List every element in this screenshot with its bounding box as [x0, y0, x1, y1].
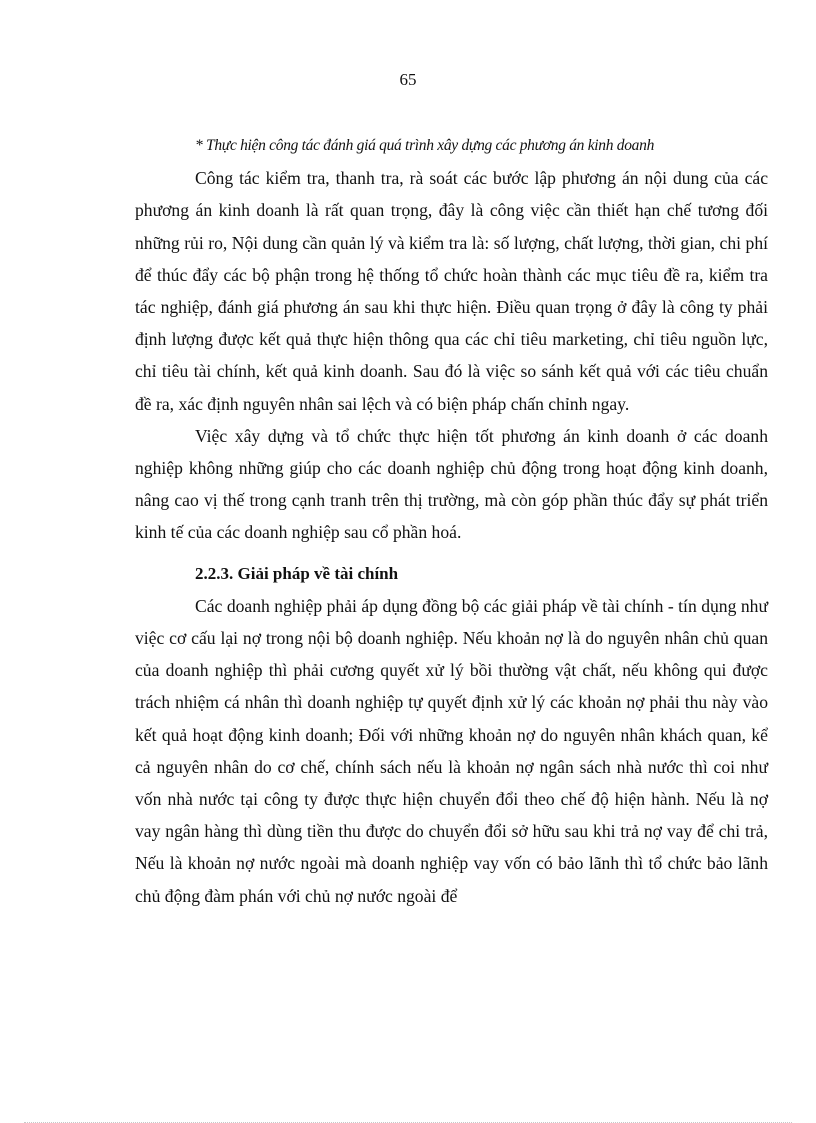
document-body — [135, 130, 768, 912]
paragraph-financial-solution: Các doanh nghiệp phải áp dụng đồng bộ các giải pháp về tài chính - tín dụng như việc cơ cấu lại nợ trong nội bộ doanh nghiệp. Nếu khoản nợ là do nguyên nhân chủ quan của doanh nghiệp thì phải cương quyết xử lý bồi thường vật chất, nếu không qui được trách nhiệm cá nhân thì doanh nghiệp tự quyết định xử lý các khoản nợ phải thu này vào kết quả hoạt động kinh doanh; Đối với những khoản nợ do nguyên nhân khách quan, kể cả nguyên nhân do cơ chế, chính sách nếu là khoản nợ ngân sách nhà nước thì coi như vốn nhà nước tại công ty được thực hiện chuyển đổi theo chế độ hiện hành. Nếu là nợ vay ngân hàng thì dùng tiền thu được do chuyển đổi sở hữu sau khi trả nợ vay để chi trả, Nếu là khoản nợ nước ngoài mà doanh nghiệp vay vốn có bảo lãnh thì tổ chức bảo lãnh chủ động đàm phán với chủ nợ nước ngoài để — [135, 595, 768, 906]
section-heading: 2.2.3. Giải pháp về tài chính — [195, 563, 399, 583]
paragraph-business-plan: Việc xây dựng và tổ chức thực hiện tốt phương án kinh doanh ở các doanh nghiệp không những giúp cho các doanh nghiệp chủ động trong hoạt động kinh doanh, nâng cao vị thế trong cạnh tranh trên thị trường, mà còn góp phần thúc đẩy sự phát triển kinh tế của các doanh nghiệp sau cổ phần hoá. — [135, 425, 768, 543]
page-number: 65 — [399, 70, 417, 89]
italic-subheading: * Thực hiện công tác đánh giá quá trình xây dựng các phương án kinh doanh — [195, 137, 655, 154]
paragraph-evaluation: Công tác kiểm tra, thanh tra, rà soát các bước lập phương án nội dung của các phương án kinh doanh là rất quan trọng, đây là công việc cần thiết hạn chế tương đối những rủi ro, Nội dung cần quản lý và kiểm tra là: số lượng, chất lượng, thời gian, chi phí để thúc đẩy các bộ phận trong hệ thống tổ chức hoàn thành các mục tiêu đề ra, kiểm tra tác nghiệp, đánh giá phương án sau khi thực hiện. Điều quan trọng ở đây là công ty phải định lượng được kết quả thực hiện thông qua các chỉ tiêu marketing, chỉ tiêu nguồn lực, chỉ tiêu tài chính, kết quả kinh doanh. Sau đó là việc so sánh kết quả với các tiêu chuẩn đề ra, xác định nguyên nhân sai lệch và có biện pháp chấn chỉnh ngay. — [135, 168, 768, 414]
